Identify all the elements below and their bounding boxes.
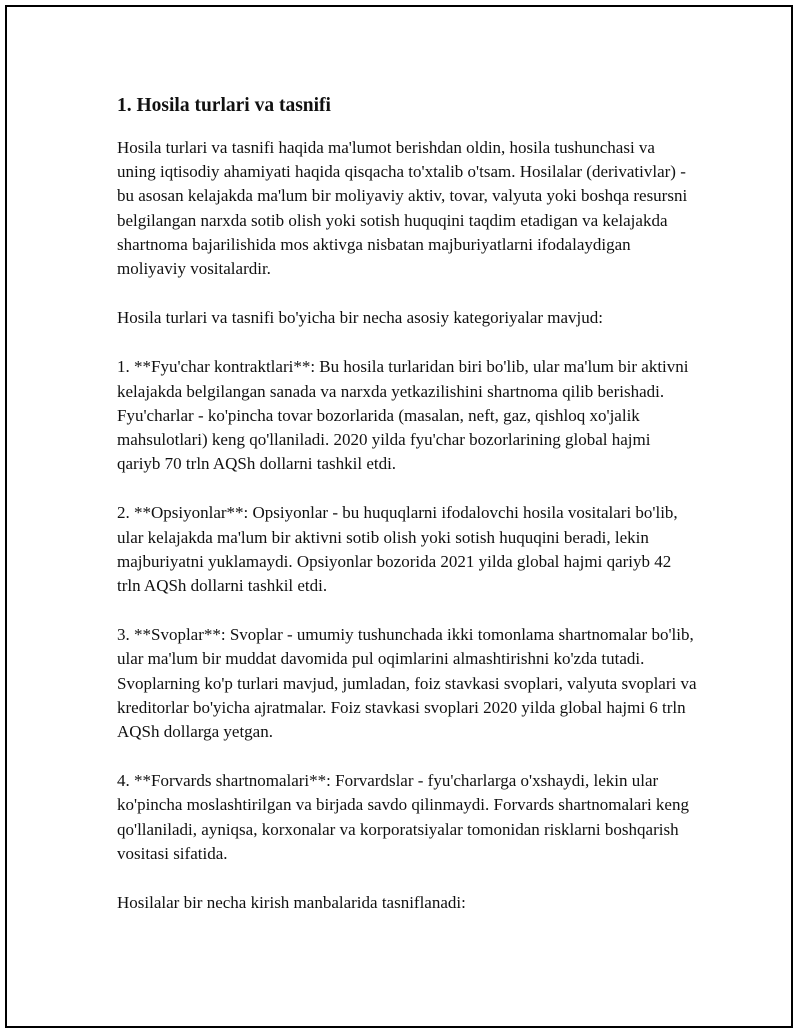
paragraph-classification-lead: Hosilalar bir necha kirish manbalarida tasniflanadi:	[117, 893, 466, 913]
document-body	[117, 92, 697, 940]
paragraph-options: 2. **Opsiyonlar**: Opsiyonlar - bu huquqlarni ifodalovchi hosila vositalari bo'lib, ular kelajakda ma'lum bir aktivni sotib olish yoki sotish huquqini beradi, lekin majburiyatni yuklamaydi. Opsiyonlar bozorida 2021 yilda global hajmi qariyb 42 trln AQSh dollarni tashkil etdi.	[117, 503, 678, 596]
section-heading: 1. Hosila turlari va tasnifi	[117, 95, 331, 116]
paragraph-forwards: 4. **Forvards shartnomalari**: Forvardslar - fyu'charlarga o'xshaydi, lekin ular ko'pincha moslashtirilgan va birjada savdo qilinmaydi. Forvards shartnomalari keng qo'llaniladi, ayniqsa, korxonalar va korporatsiyalar tomonidan risklarni boshqarish vositasi sifatida.	[117, 771, 689, 863]
paragraph-futures: 1. **Fyu'char kontraktlari**: Bu hosila turlaridan biri bo'lib, ular ma'lum bir aktivni kelajakda belgilangan sanada va narxda yetkazilishini shartnoma qilib berishadi. Fyu'charlar - ko'pincha tovar bozorlarida (masalan, neft, gaz, qishloq xo'jalik mahsulotlari) keng qo'llaniladi. 2020 yilda fyu'char bozorlarining global hajmi qariyb 70 trln AQSh dollarni tashkil etdi.	[117, 357, 689, 474]
paragraph-swaps: 3. **Svoplar**: Svoplar - umumiy tushunchada ikki tomonlama shartnomalar bo'lib, ular ma'lum bir muddat davomida pul oqimlarini almashtirishni ko'zda tutadi. Svoplarning ko'p turlari mavjud, jumladan, foiz stavkasi svoplari, valyuta svoplari va kreditorlar bo'yicha ajratmalar. Foiz stavkasi svoplari 2020 yilda global hajmi 6 trln AQSh dollarga yetgan.	[117, 625, 697, 742]
paragraph-categories-lead: Hosila turlari va tasnifi bo'yicha bir necha asosiy kategoriyalar mavjud:	[117, 308, 603, 328]
paragraph-intro: Hosila turlari va tasnifi haqida ma'lumot berishdan oldin, hosila tushunchasi va uning iqtisodiy ahamiyati haqida qisqacha to'xtalib o'tsam. Hosilalar (derivativlar) - bu asosan kelajakda ma'lum bir moliyaviy aktiv, tovar, valyuta yoki boshqa resursni belgilangan narxda sotib olish yoki sotish huquqini taqdim etadigan va kelajakda shartnoma bajarilishida mos aktivga nisbatan majburiyatlarni ifodalaydigan moliyaviy vositalardir.	[117, 138, 688, 279]
